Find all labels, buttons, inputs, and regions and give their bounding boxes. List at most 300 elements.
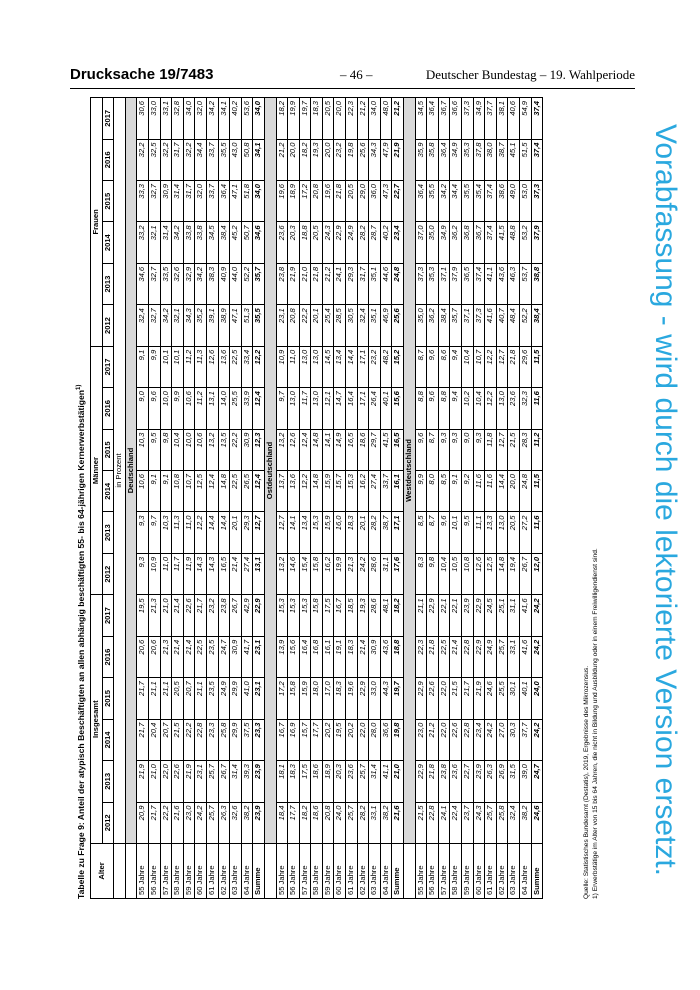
table-cell: 19,7 [299,98,311,140]
table-cell: 18,2 [299,139,311,180]
title-footnote-mark: 1) [76,384,83,390]
table-cell: 22,1 [438,595,450,636]
table-cell: 23,1 [195,761,207,802]
table-cell: 20,6 [137,636,149,677]
table-cell: 11,9 [183,553,195,594]
table-cell: 37,7 [519,719,531,760]
table-cell: 31,1 [508,595,520,636]
table-cell: 41,5 [496,222,508,263]
table-cell: 13,0 [311,346,323,387]
table-cell: 15,7 [334,471,346,512]
table-cell: 36,2 [427,305,439,346]
section-row [404,98,416,899]
table-cell: 44,6 [380,263,392,304]
table-cell: 8,3 [415,553,427,594]
table-cell: 21,1 [148,678,160,719]
table-cell: 24,9 [485,636,497,677]
table-cell: 16,1 [322,636,334,677]
table-landscape [70,93,635,903]
table-cell: 33,1 [508,636,520,677]
table-cell: 35,5 [427,181,439,222]
table-cell: 15,3 [288,595,300,636]
table-cell: 21,1 [160,678,172,719]
table-cell: 19,7 [392,678,404,719]
table-cell: 40,6 [508,98,520,140]
year-header: 2017 [102,346,114,387]
table-cell: 40,9 [218,263,230,304]
table-cell: 11,6 [531,512,543,553]
table-cell: 41,6 [519,595,531,636]
group-header: Männer [91,346,103,595]
table-cell: 10,0 [160,388,172,429]
table-cell: 46,9 [380,305,392,346]
table-cell: 11,2 [183,346,195,387]
table-cell: 22,6 [183,595,195,636]
table-cell: 22,8 [462,719,474,760]
table-cell: 12,2 [253,346,265,387]
row-label: 62 Jahre [496,844,508,899]
table-cell: 40,7 [496,305,508,346]
table-cell: 26,9 [496,761,508,802]
table-cell: 20,1 [311,305,323,346]
table-cell: 14,3 [195,553,207,594]
table-row [473,98,485,899]
table-row [380,98,392,899]
table-cell: 18,3 [346,636,358,677]
table-cell: 51,8 [241,181,253,222]
table-cell: 23,1 [253,636,265,677]
table-cell: 15,9 [299,678,311,719]
table-cell: 25,5 [230,388,242,429]
year-header: 2013 [102,512,114,553]
table-cell: 18,9 [288,181,300,222]
table-cell: 34,9 [473,98,485,140]
table-cell: 40,1 [519,678,531,719]
table-row [438,98,450,899]
table-cell: 22,9 [415,761,427,802]
table-cell: 20,7 [160,719,172,760]
table-cell: 17,6 [392,553,404,594]
table-cell: 22,8 [195,719,207,760]
table-cell: 32,7 [148,263,160,304]
table-cell: 10,0 [183,429,195,470]
table-cell: 18,2 [392,595,404,636]
table-row [241,98,253,899]
table-cell: 21,9 [473,678,485,719]
table-row [462,98,474,899]
table-cell: 43,6 [380,636,392,677]
table-cell: 24,7 [218,636,230,677]
table-cell: 10,6 [137,471,149,512]
table-cell: 20,2 [346,719,358,760]
table-cell: 26,3 [218,802,230,843]
table-cell: 20,5 [346,181,358,222]
table-row [206,98,218,899]
table-cell: 23,2 [369,346,381,387]
table-cell: 22,8 [462,636,474,677]
table-cell: 45,1 [508,139,520,180]
table-cell: 23,8 [438,761,450,802]
year-header: 2016 [102,139,114,180]
table-cell: 32,4 [357,305,369,346]
page-header [70,66,635,88]
table-cell: 9,3 [450,429,462,470]
table-notes [582,548,600,899]
table-cell: 21,5 [415,802,427,843]
table-row [508,98,520,899]
table-cell: 36,7 [473,222,485,263]
table-cell: 34,1 [218,98,230,140]
table-cell: 34,9 [450,139,462,180]
table-cell: 20,0 [322,139,334,180]
table-cell: 16,5 [346,429,358,470]
doc-label: Drucksache 19/ [70,66,181,83]
table-cell: 21,2 [276,139,288,180]
table-cell: 37,1 [462,305,474,346]
table-cell: 36,7 [438,98,450,140]
year-header: 2012 [102,305,114,346]
table-cell: 22,9 [473,595,485,636]
table-cell: 16,5 [392,429,404,470]
table-cell: 10,4 [172,429,184,470]
table-cell: 32,5 [148,139,160,180]
table-cell: 10,5 [450,553,462,594]
table-cell: 40,2 [380,222,392,263]
table-cell: 22,0 [160,761,172,802]
table-cell: 39,1 [206,305,218,346]
table-cell: 12,6 [288,429,300,470]
table-cell: 20,6 [148,636,160,677]
table-cell: 36,6 [450,98,462,140]
table-cell: 11,3 [172,512,184,553]
table-cell: 21,3 [148,595,160,636]
table-cell: 30,6 [137,98,149,140]
row-label: 63 Jahre [508,844,520,899]
table-cell: 10,3 [160,512,172,553]
table-cell: 34,2 [172,222,184,263]
year-header: 2012 [102,802,114,843]
table-cell: 15,3 [276,595,288,636]
table-cell: 24,7 [531,761,543,802]
table-cell: 8,0 [427,471,439,512]
table-cell: 22,6 [427,678,439,719]
table-cell: 50,7 [241,222,253,263]
table-cell: 22,6 [172,761,184,802]
table-cell: 15,9 [322,512,334,553]
table-cell: 38,1 [496,98,508,140]
table-cell: 9,4 [450,388,462,429]
year-header: 2017 [102,595,114,636]
table-cell: 18,2 [299,802,311,843]
table-cell: 9,5 [148,429,160,470]
table-cell: 10,1 [450,512,462,553]
table-cell: 18,6 [311,802,323,843]
table-cell: 24,9 [346,222,358,263]
table-cell: 24,2 [485,719,497,760]
header-row-years [102,98,114,899]
table-cell: 13,3 [485,512,497,553]
table-row [137,98,149,899]
row-label: 57 Jahre [438,844,450,899]
table-cell: 14,0 [218,388,230,429]
table-cell: 35,3 [462,139,474,180]
table-cell: 35,5 [253,305,265,346]
table-cell: 20,8 [322,802,334,843]
table-cell: 48,8 [508,222,520,263]
table-cell: 18,3 [346,512,358,553]
table-cell: 18,4 [276,802,288,843]
table-cell: 14,3 [206,553,218,594]
table-cell: 25,7 [346,802,358,843]
table-row [218,98,230,899]
table-cell: 21,9 [183,761,195,802]
table-cell: 32,6 [172,263,184,304]
table-cell: 15,8 [288,678,300,719]
table-title-text: Tabelle zu Frage 9: Anteil der atypisch Beschäftigten an allen abhängig beschäftigten 55- bis 64-jährigen Kernerwerbstätigen [76,389,86,899]
table-cell: 20,7 [183,678,195,719]
table-cell: 27,0 [496,719,508,760]
table-cell: 12,2 [299,471,311,512]
group-header: Insgesamt [91,595,103,844]
table-cell: 38,2 [241,802,253,843]
table-cell: 21,4 [172,636,184,677]
table-cell: 47,1 [230,181,242,222]
table-cell: 26,7 [519,553,531,594]
section-row [264,98,276,899]
table-cell: 9,0 [137,388,149,429]
row-label: 59 Jahre [322,844,334,899]
table-cell: 13,2 [276,429,288,470]
table-cell: 31,1 [380,553,392,594]
table-cell: 24,2 [531,719,543,760]
table-cell: 10,2 [462,388,474,429]
table-cell: 33,0 [148,98,160,140]
table-cell: 37,9 [450,263,462,304]
table-cell: 23,7 [462,802,474,843]
table-cell: 23,9 [253,761,265,802]
table-cell: 38,8 [531,263,543,304]
table-row [519,98,531,899]
table-cell: 16,7 [334,595,346,636]
table-cell: 22,5 [230,471,242,512]
table-cell: 12,4 [253,388,265,429]
table-row [299,98,311,899]
table-cell: 35,8 [427,139,439,180]
source-note: Quelle: Statistisches Bundesamt (Destatis), 2019, Ergebnisse des Mikrozensus. [583,665,590,899]
table-cell: 19,3 [311,139,323,180]
table-cell: 13,0 [288,388,300,429]
table-cell: 20,3 [334,761,346,802]
table-cell: 33,7 [206,139,218,180]
table-cell: 11,7 [299,388,311,429]
table-cell: 32,3 [519,388,531,429]
table-cell: 51,3 [241,305,253,346]
table-cell: 25,7 [206,761,218,802]
row-label: 61 Jahre [206,844,218,899]
table-cell: 47,9 [380,139,392,180]
table-cell: 22,7 [392,181,404,222]
table-cell: 23,1 [253,678,265,719]
table-cell: 13,4 [299,512,311,553]
table-cell: 37,3 [473,305,485,346]
table-cell: 21,7 [137,719,149,760]
table-cell: 36,4 [218,181,230,222]
table-cell: 26,7 [230,595,242,636]
table-cell: 11,8 [485,429,497,470]
table-cell: 10,1 [160,346,172,387]
table-cell: 19,3 [357,595,369,636]
table-cell: 13,6 [218,346,230,387]
row-label: 57 Jahre [299,844,311,899]
table-row [369,98,381,899]
table-cell: 11,5 [531,346,543,387]
table-cell: 23,2 [334,139,346,180]
table-cell: 25,8 [496,802,508,843]
table-cell: 18,3 [334,678,346,719]
table-cell: 13,2 [276,553,288,594]
table-cell: 21,7 [462,678,474,719]
table-cell: 17,5 [299,761,311,802]
table-cell: 24,9 [218,678,230,719]
table-row [450,98,462,899]
table-cell: 20,5 [172,678,184,719]
table-cell: 20,0 [288,139,300,180]
table-cell: 39,0 [519,761,531,802]
table-cell: 21,0 [299,263,311,304]
table-cell: 22,4 [450,802,462,843]
table-row [485,98,497,899]
table-cell: 11,5 [531,471,543,512]
table-cell: 37,8 [473,139,485,180]
table-cell: 21,2 [357,98,369,140]
table-row [311,98,323,899]
table-cell: 33,3 [137,181,149,222]
table-cell: 53,7 [519,263,531,304]
table-cell: 14,4 [346,346,358,387]
table-cell: 20,3 [288,222,300,263]
table-cell: 24,3 [322,222,334,263]
table-cell: 22,9 [253,595,265,636]
table-cell: 33,2 [137,222,149,263]
table-cell: 43,0 [230,139,242,180]
table-cell: 12,2 [485,388,497,429]
rotated-table-area [70,93,635,903]
table-cell: 37,3 [462,98,474,140]
table-cell: 11,0 [160,553,172,594]
unit-label: in Prozent [114,98,126,844]
table-cell: 13,5 [218,429,230,470]
table-cell: 16,2 [322,553,334,594]
table-row [253,98,265,899]
row-label: 60 Jahre [473,844,485,899]
table-cell: 9,3 [137,553,149,594]
table-cell: 21,9 [288,263,300,304]
table-cell: 14,8 [218,471,230,512]
table-cell: 16,5 [218,553,230,594]
table-cell: 11,3 [195,346,207,387]
table-cell: 37,4 [531,98,543,140]
row-label: 64 Jahre [241,844,253,899]
table-cell: 37,5 [241,719,253,760]
table-cell: 15,7 [299,719,311,760]
table-cell: 15,6 [392,388,404,429]
table-cell: 21,4 [357,636,369,677]
table-cell: 11,0 [288,346,300,387]
table-cell: 9,8 [160,429,172,470]
table-cell: 25,5 [496,678,508,719]
table-cell: 53,6 [241,98,253,140]
table-cell: 16,8 [311,636,323,677]
table-cell: 34,2 [195,263,207,304]
table-cell: 18,0 [311,678,323,719]
table-cell: 15,3 [311,512,323,553]
table-cell: 10,6 [183,388,195,429]
table-cell: 8,7 [427,512,439,553]
table-cell: 32,6 [230,802,242,843]
table-cell: 21,4 [230,553,242,594]
table-cell: 35,5 [218,139,230,180]
table-cell: 11,7 [172,553,184,594]
table-cell: 21,8 [427,761,439,802]
table-cell: 35,2 [195,305,207,346]
table-cell: 22,3 [415,636,427,677]
table-cell: 21,8 [427,636,439,677]
table-cell: 12,4 [253,471,265,512]
table-cell: 12,2 [485,346,497,387]
table-cell: 12,7 [496,429,508,470]
table-cell: 47,1 [230,305,242,346]
table-cell: 9,1 [148,471,160,512]
table-cell: 13,1 [253,553,265,594]
table-cell: 35,0 [415,305,427,346]
table-cell: 17,7 [288,802,300,843]
table-cell: 16,7 [276,719,288,760]
table-cell: 21,2 [322,263,334,304]
table-row [531,98,543,899]
table-cell: 12,7 [496,346,508,387]
row-label: 55 Jahre [415,844,427,899]
table-cell: 41,1 [380,761,392,802]
table-cell: 13,0 [311,388,323,429]
table-cell: 21,4 [450,636,462,677]
table-cell: 41,7 [241,636,253,677]
table-cell: 48,0 [380,98,392,140]
table-cell: 16,4 [346,388,358,429]
table-cell: 40,2 [230,98,242,140]
table-cell: 21,0 [160,595,172,636]
table-cell: 9,6 [427,388,439,429]
table-cell: 36,4 [415,181,427,222]
table-cell: 46,3 [508,263,520,304]
table-cell: 38,7 [380,512,392,553]
year-header: 2014 [102,222,114,263]
table-cell: 8,8 [438,388,450,429]
table-cell: 22,5 [195,636,207,677]
table-cell: 19,5 [334,719,346,760]
table-cell: 28,2 [357,802,369,843]
table-cell: 13,4 [334,346,346,387]
table-cell: 34,4 [450,181,462,222]
table-cell: 33,8 [183,222,195,263]
table-cell: 10,4 [438,553,450,594]
table-cell: 25,8 [218,719,230,760]
table-cell: 35,1 [369,305,381,346]
table-cell: 44,0 [230,263,242,304]
table-cell: 41,6 [519,636,531,677]
table-cell: 21,5 [508,429,520,470]
year-header: 2012 [102,553,114,594]
table-cell: 28,5 [334,305,346,346]
